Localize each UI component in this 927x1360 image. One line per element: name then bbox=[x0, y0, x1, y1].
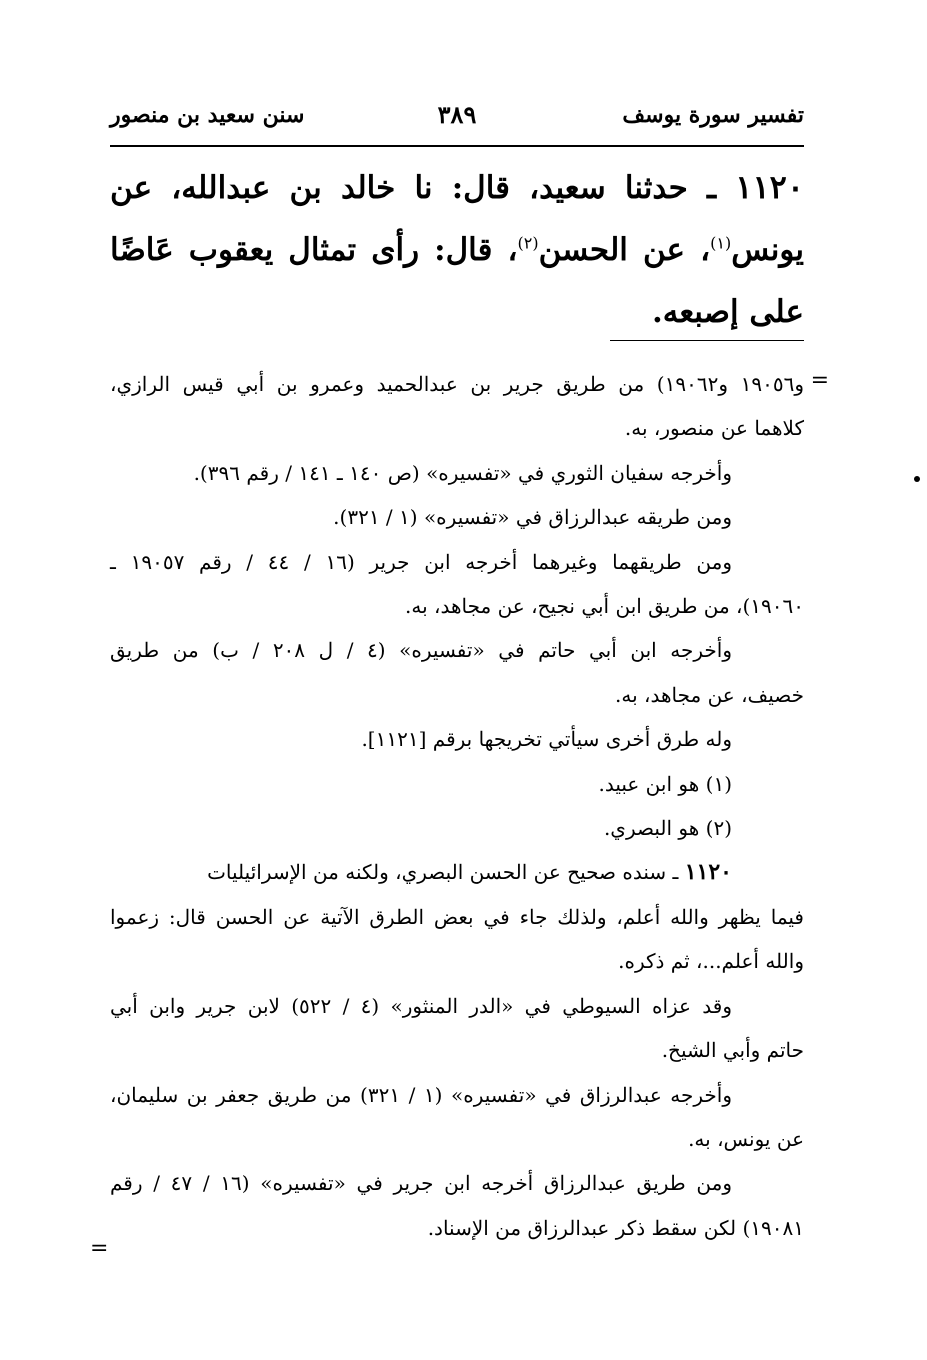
footnote-line: ١٩٠٦٠)، من طريق ابن أبي نجيح، عن مجاهد، به. bbox=[404, 594, 804, 619]
margin-dot bbox=[914, 476, 920, 482]
footnote-line: (٢) هو البصري. bbox=[603, 816, 732, 841]
continuation-mark-top: = bbox=[810, 368, 829, 393]
footnote-line: ومن طريق عبدالرزاق أخرجه ابن جرير في «تفسيره» (١٦ / ٤٧ / رقم bbox=[110, 1171, 733, 1196]
footnote-line: وأخرجه سفيان الثوري في «تفسيره» (ص ١٤٠ ـ ١٤١ / رقم ٣٩٦). bbox=[193, 460, 732, 485]
footnote-separator bbox=[610, 340, 804, 341]
footnote-line: والله أعلم...، ثم ذكره. bbox=[618, 949, 804, 974]
footnote-line: حاتم وأبي الشيخ. bbox=[661, 1038, 804, 1063]
footnote-ref-1: (١) bbox=[710, 233, 732, 253]
footnote-line: وله طرق أخرى سيأتي تخريجها برقم [١١٢١]. bbox=[361, 727, 732, 752]
footnote-line: خصيف، عن مجاهد، به. bbox=[615, 682, 804, 707]
footnote-line bbox=[110, 850, 804, 894]
hadith-dash: ـ bbox=[687, 170, 736, 206]
hadith-text-part-3: ، قال: رأى تمثال يعقوب عَاضًا على إصبعه. bbox=[110, 232, 804, 330]
commentary-hadith-number: ١١٢٠ bbox=[684, 859, 732, 886]
header-rule bbox=[110, 145, 804, 147]
footnote-line: عن يونس، به. bbox=[688, 1126, 804, 1151]
hadith-text-part-1: حدثنا سعيد، قال: نا خالد بن عبدالله، عن يونس bbox=[110, 170, 805, 268]
footnote-line: ١٩٠٨١) لكن سقط ذكر عبدالرزاق من الإسناد. bbox=[427, 1215, 804, 1240]
hadith-number: ١١٢٠ bbox=[735, 168, 804, 206]
surah-title: تفسير سورة يوسف bbox=[622, 102, 804, 128]
page-number: ٣٨٩ bbox=[437, 100, 477, 129]
footnote-line: وأخرجه ابن أبي حاتم في «تفسيره» (٤ / ل ٢٠٨ / ب) من طريق bbox=[110, 638, 733, 663]
footnotes bbox=[110, 362, 804, 1250]
footnote-line: وقد عزاه السيوطي في «الدر المنثور» (٤ / ٥٢٢) لابن جرير وابن أبي bbox=[110, 993, 732, 1018]
footnote-line: فيما يظهر والله أعلم، ولذلك جاء في بعض الطرق الآتية عن الحسن قال: زعموا bbox=[110, 904, 804, 929]
continuation-mark-bottom: = bbox=[90, 1236, 109, 1261]
hadith-text bbox=[110, 156, 804, 343]
footnote-line: ومن طريقهما وغيرهما أخرجه ابن جرير (١٦ / ٤٤ / رقم ١٩٠٥٧ ـ bbox=[110, 549, 732, 574]
hadith-text-part-2: ، عن الحسن bbox=[538, 232, 711, 268]
footnote-line: ومن طريقه عبدالرزاق في «تفسيره» (١ / ٣٢١). bbox=[333, 505, 732, 530]
footnote-line: و١٩٠٥٦ و١٩٠٦٢) من طريق جرير بن عبدالحميد وعمرو بن أبي قيس الرازي، bbox=[110, 372, 804, 396]
footnote-line: (١) هو ابن عبيد. bbox=[598, 771, 732, 796]
footnote-line: وأخرجه عبدالرزاق في «تفسيره» (١ / ٣٢١) من طريق جعفر بن سليمان، bbox=[110, 1082, 732, 1107]
book-title: سنن سعيد بن منصور bbox=[110, 102, 305, 128]
footnote-ref-2: (٢) bbox=[517, 233, 539, 253]
running-header bbox=[110, 98, 804, 138]
commentary-text: ـ سنده صحيح عن الحسن البصري، ولكنه من الإسرائيليات bbox=[207, 860, 685, 885]
footnote-line: كلاهما عن منصور، به. bbox=[624, 416, 804, 441]
